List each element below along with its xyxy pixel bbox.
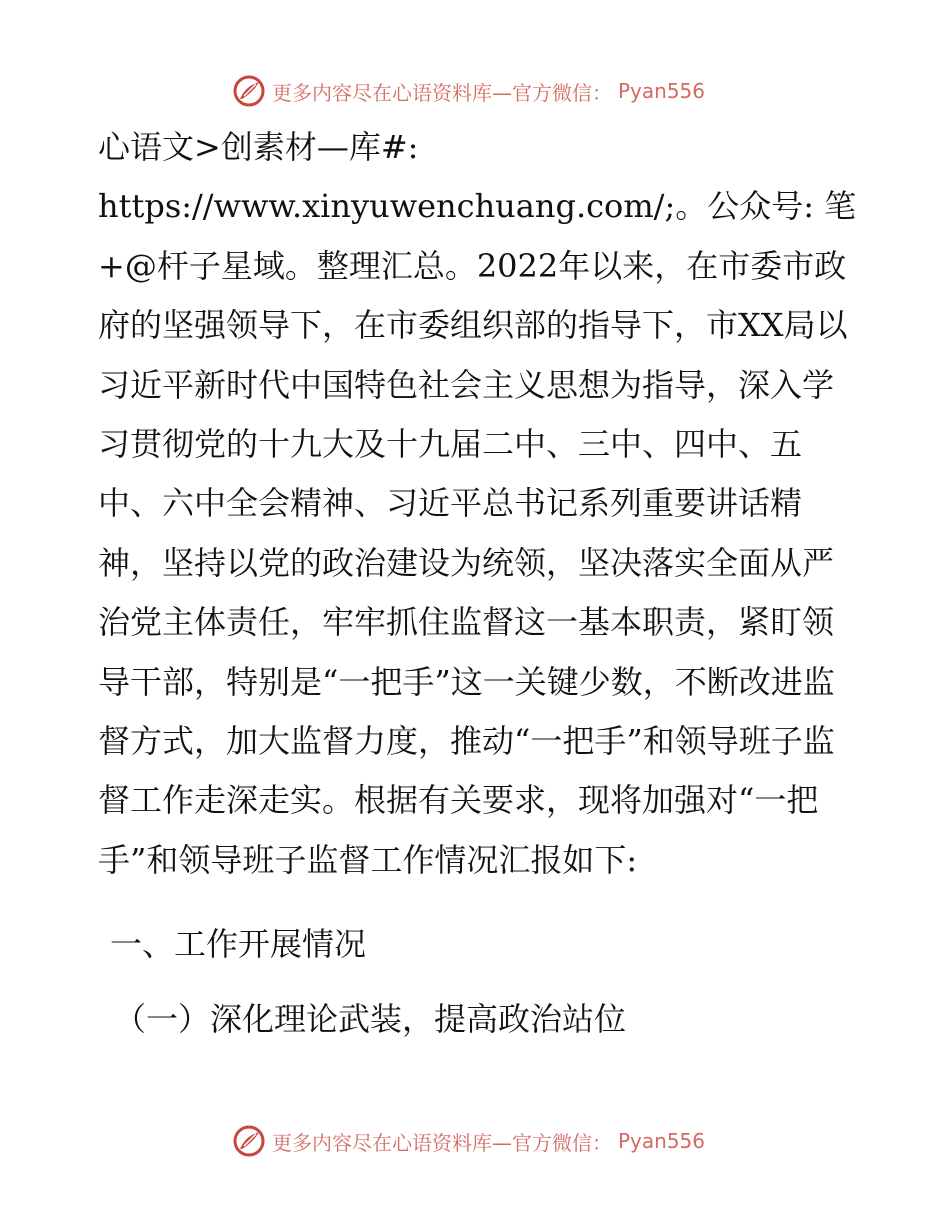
document-body bbox=[98, 118, 858, 1039]
subsection-heading: （一）深化理论武装，提高政治站位 bbox=[114, 1000, 627, 1039]
watermark-text: 更多内容尽在心语资料库—官方微信： bbox=[272, 1130, 612, 1155]
header-watermark bbox=[232, 72, 705, 110]
watermark-text: 更多内容尽在心语资料库—官方微信： bbox=[272, 80, 612, 105]
feather-pen-icon bbox=[232, 74, 266, 108]
section-heading: 一、工作开展情况 bbox=[110, 925, 367, 964]
feather-pen-icon bbox=[232, 1124, 266, 1158]
watermark-wechat-id: Pyan556 bbox=[618, 1129, 706, 1153]
body-paragraph: 心语文>创素材—库#: https://www.xinyuwenchuang.com/;。公众号: 笔+@杆子星域。整理汇总。2022年以来，在市委市政府的坚强领导下，在市委组织部的指导下，市XX局以习近平新时代中国特色社会主义思想为指导，深入学习贯彻党的十九大及十九届二中、三中、四中、五中、六中全会精神、习近平总书记系列重要讲话精神，坚持以党的政治建设为统领，坚决落实全面从严治党主体责任，牢牢抓住监督这一基本职责，紧盯领导干部，特别是“一把手”这一关键少数，不断改进监督方式，加大监督力度，推动“一把手”和领导班子监督工作走深走实。根据有关要求，现将加强对“一把手”和领导班子监督工作情况汇报如下: bbox=[98, 128, 857, 879]
watermark-wechat-id: Pyan556 bbox=[618, 79, 706, 103]
footer-watermark bbox=[232, 1122, 705, 1160]
